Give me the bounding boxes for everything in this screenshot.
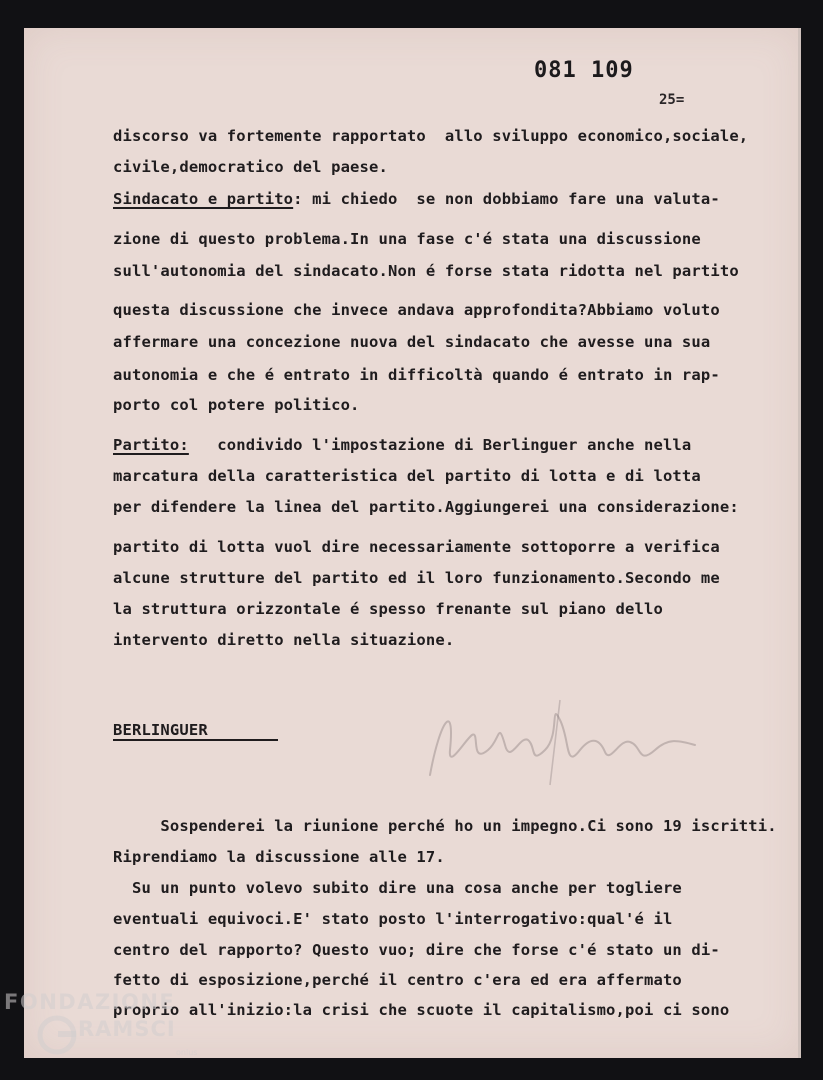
text-line: zione di questo problema.In una fase c'é stata una discussione (113, 230, 701, 248)
watermark-line: RAMSCI (78, 1017, 176, 1041)
text-line: fetto di esposizione,perché il centro c'era ed era affermato (113, 971, 682, 989)
text-line: eventuali equivoci.E' stato posto l'interrogativo:qual'é il (113, 910, 673, 928)
text-line: affermare una concezione nuova del sindacato che avesse una sua (113, 333, 711, 351)
text-line-partito (113, 436, 691, 454)
text-line: marcatura della caratteristica del partito di lotta e di lotta (113, 467, 701, 485)
text-line: civile,democratico del paese. (113, 158, 388, 176)
text-line: intervento diretto nella situazione. (113, 631, 455, 649)
text-line: alcune strutture del partito ed il loro funzionamento.Secondo me (113, 569, 720, 587)
watermark-subline: onlus (176, 1048, 198, 1057)
text-line: per difendere la linea del partito.Aggiungerei una considerazione: (113, 498, 739, 516)
text-line: discorso va fortemente rapportato allo sviluppo economico,sociale, (113, 127, 749, 145)
text-line: porto col potere politico. (113, 396, 360, 414)
watermark-line: FONDAZIONE (4, 990, 176, 1014)
document-number: 081 109 (534, 58, 634, 83)
handwritten-signature (410, 680, 710, 800)
text-line: centro del rapporto? Questo vuo; dire che forse c'é stato un di- (113, 941, 720, 959)
text-line: Su un punto volevo subito dire una cosa anche per togliere (113, 879, 682, 897)
text-line-sindacato (113, 190, 720, 208)
heading-sindacato-partito: Sindacato e partito (113, 190, 294, 208)
text-fragment: : mi chiedo se non dobbiamo fare una valuta- (293, 190, 720, 208)
text-line: autonomia e che é entrato in difficoltà quando é entrato in rap- (113, 366, 720, 384)
text-line: sull'autonomia del sindacato.Non é forse stata ridotta nel partito (113, 262, 739, 280)
speaker-heading: BERLINGUER (113, 721, 208, 739)
text-line: partito di lotta vuol dire necessariamente sottoporre a verifica (113, 538, 720, 556)
text-line: Riprendiamo la discussione alle 17. (113, 848, 445, 866)
text-line: la struttura orizzontale é spesso frenante sul piano dello (113, 600, 663, 618)
gramsci-g-logo-icon (36, 1014, 78, 1056)
heading-underline (113, 739, 278, 741)
page-number: 25= (659, 92, 685, 108)
heading-partito: Partito: (113, 436, 189, 454)
text-line: questa discussione che invece andava approfondita?Abbiamo voluto (113, 301, 720, 319)
text-line: Sospenderei la riunione perché ho un impegno.Ci sono 19 iscritti. (113, 817, 777, 835)
text-fragment: condivido l'impostazione di Berlinguer anche nella (188, 436, 692, 454)
text-line: proprio all'inizio:la crisi che scuote il capitalismo,poi ci sono (113, 1001, 730, 1019)
page-edge (798, 28, 801, 1058)
